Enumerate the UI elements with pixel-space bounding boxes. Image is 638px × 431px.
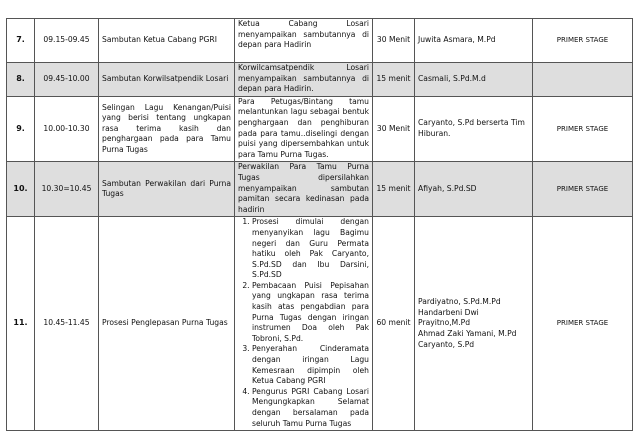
row-number: 11. bbox=[7, 217, 35, 431]
pic-cell bbox=[415, 63, 533, 97]
list-item: 1. Prosesi dimulai dengan menyanyikan lagu Bagimu negeri dan Guru Permata hatiku oleh Pak Caryanto, S.Pd.SD dan Ibu Darsini, S.Pd.SD bbox=[252, 217, 369, 281]
event-cell: Sambutan Perwakilan dari Purna Tugas bbox=[99, 162, 235, 217]
duration-cell: 15 menit bbox=[373, 162, 415, 217]
pic-name: Caryanto, S.Pd berserta Tim Hiburan. bbox=[418, 118, 525, 139]
pic-name: Casmali, S.Pd.M.d bbox=[418, 74, 486, 84]
row-number: 8. bbox=[7, 63, 35, 97]
stage-cell: PRIMER STAGE bbox=[533, 96, 633, 162]
description-text: Ketua Cabang Losari menyampaikan sambutannya di depan para Hadirin bbox=[238, 19, 369, 50]
duration-cell: 15 menit bbox=[373, 63, 415, 97]
pic-name: Caryanto, S.Pd bbox=[418, 339, 475, 349]
pic-name: Ahmad Zaki Yamani, M.Pd bbox=[418, 329, 517, 339]
stage-cell: PRIMER STAGE bbox=[533, 162, 633, 217]
table-row bbox=[7, 96, 633, 162]
time-cell: 10.00-10.30 bbox=[35, 96, 99, 162]
duration-cell: 30 Menit bbox=[373, 19, 415, 63]
duration-cell: 30 Menit bbox=[373, 96, 415, 162]
description-cell bbox=[235, 96, 373, 162]
duration-cell: 60 menit bbox=[373, 217, 415, 431]
table-row bbox=[7, 63, 633, 97]
time-cell: 09.15-09.45 bbox=[35, 19, 99, 63]
row-number: 7. bbox=[7, 19, 35, 63]
row-number: 10. bbox=[7, 162, 35, 217]
pic-cell bbox=[415, 162, 533, 217]
schedule-table bbox=[6, 18, 633, 431]
pic-name: Pardiyatno, S.Pd.M.Pd bbox=[418, 297, 501, 307]
stage-cell: PRIMER STAGE bbox=[533, 19, 633, 63]
pic-cell bbox=[415, 19, 533, 63]
pic-cell bbox=[415, 217, 533, 431]
time-cell: 09.45-10.00 bbox=[35, 63, 99, 97]
table-row bbox=[7, 19, 633, 63]
pic-name: Handarbeni Dwi Prayitno,M.Pd bbox=[418, 307, 479, 328]
description-cell bbox=[235, 217, 373, 431]
list-item: 4. Pengurus PGRI Cabang Losari Mengungkapkan Selamat dengan bersalaman pada seluruh Tamu Purna Tugas bbox=[252, 387, 369, 429]
pic-name: Juwita Asmara, M.Pd bbox=[418, 35, 496, 45]
stage-cell: PRIMER STAGE bbox=[533, 217, 633, 431]
time-cell: 10.30=10.45 bbox=[35, 162, 99, 217]
description-text: Perwakilan Para Tamu Purna Tugas dipersilahkan menyampaikan sambutan pamitan secara kedinasan pada hadirin bbox=[238, 162, 369, 214]
event-cell: Sambutan Ketua Cabang PGRI bbox=[99, 19, 235, 63]
description-cell bbox=[235, 63, 373, 97]
description-text: Korwilcamsatpendik Losari menyampaikan sambutannya di depan para Hadirin. bbox=[238, 63, 369, 94]
event-cell: Selingan Lagu Kenangan/Puisi yang berisi tentang ungkapan rasa terima kasih dan penghargaan pada para Tamu Purna Tugas bbox=[99, 96, 235, 162]
table-row bbox=[7, 162, 633, 217]
description-text: Para Petugas/Bintang tamu melantunkan lagu sebagai bentuk penghargaan dan penghiburan pada para tamu..diselingi dengan puisi yang dipersembahkan untuk para Tamu Purna Tugas. bbox=[238, 96, 369, 159]
row-number: 9. bbox=[7, 96, 35, 162]
procession-list bbox=[238, 217, 369, 429]
stage-cell bbox=[533, 63, 633, 97]
list-item: 3. Penyerahan Cinderamata dengan iringan Lagu Kemesraan dipimpin oleh Ketua Cabang PGRI bbox=[252, 344, 369, 386]
event-cell: Prosesi Penglepasan Purna Tugas bbox=[99, 217, 235, 431]
pic-name: Afiyah, S.Pd.SD bbox=[418, 184, 477, 194]
pic-cell bbox=[415, 96, 533, 162]
list-item: 2. Pembacaan Puisi Pepisahan yang ungkapan rasa terima kasih atas pengabdian para Purna Tugas dengan iringan instrumen Doa oleh Pak Tobroni, S.Pd. bbox=[252, 281, 369, 345]
time-cell: 10.45-11.45 bbox=[35, 217, 99, 431]
event-cell: Sambutan Korwilsatpendik Losari bbox=[99, 63, 235, 97]
description-cell bbox=[235, 19, 373, 63]
description-cell bbox=[235, 162, 373, 217]
table-row bbox=[7, 217, 633, 431]
